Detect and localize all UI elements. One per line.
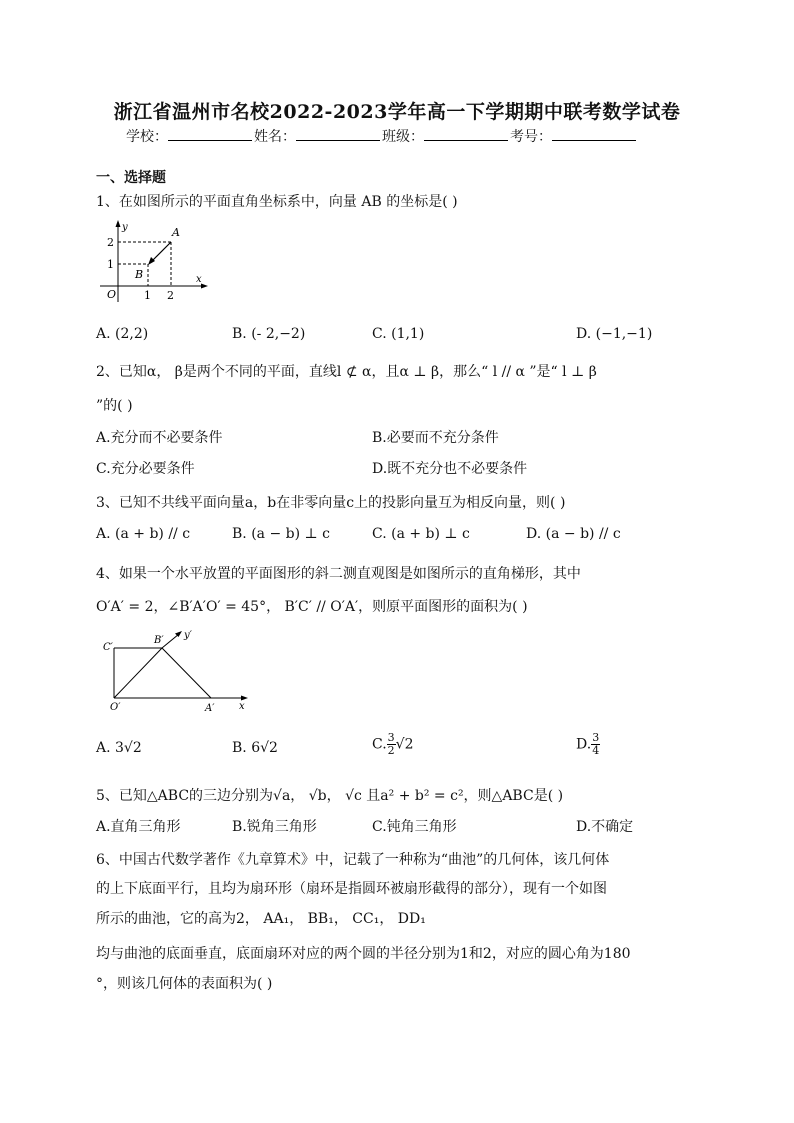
school-label: 学校： xyxy=(126,129,168,145)
question-3-option-c[interactable]: C. (a + b) ⊥ c xyxy=(372,526,470,542)
origin-label: O xyxy=(107,288,117,301)
question-5-text: 5、已知△ABC的三边分别为√a， √b， √c 且a² + b² = c²，则△ABC是( ) xyxy=(96,788,564,804)
question-3-option-a[interactable]: A. (a + b) // c xyxy=(96,526,191,542)
question-5-option-b[interactable]: B.锐角三角形 xyxy=(232,819,317,835)
point-b-label: B xyxy=(135,268,144,281)
question-1-text: 1、在如图所示的平面直角坐标系中，向量 AB 的坐标是( ) xyxy=(96,194,458,210)
student-info-line xyxy=(126,126,638,146)
question-2-option-a[interactable]: A.充分而不必要条件 xyxy=(96,430,223,446)
option-letter: C. xyxy=(372,736,387,753)
question-5-option-c[interactable]: C.钝角三角形 xyxy=(372,819,457,835)
question-2-option-c[interactable]: C.充分必要条件 xyxy=(96,461,195,477)
point-o-label: O′ xyxy=(110,702,121,713)
y-tick-label: 2 xyxy=(107,236,114,249)
question-1-option-d[interactable]: D. (−1,−1) xyxy=(576,326,653,342)
y-axis-label: y′ xyxy=(184,630,192,641)
section-heading: 一、选择题 xyxy=(96,170,166,186)
question-6-text-line-4: 均与曲池的底面垂直，底面扇环对应的两个圆的半径分别为1和2，对应的圆心角为180 xyxy=(96,946,631,962)
question-1-option-b[interactable]: B. (- 2,−2) xyxy=(232,326,306,342)
school-blank[interactable] xyxy=(168,126,252,141)
number-label: 考号： xyxy=(510,129,552,145)
fraction-numerator: 3 xyxy=(387,731,395,744)
question-4-option-a[interactable]: A. 3√2 xyxy=(96,740,142,756)
y-tick-label: 1 xyxy=(107,258,114,271)
question-1-coordinate-figure xyxy=(96,216,211,306)
fraction xyxy=(387,732,396,757)
question-2-option-d[interactable]: D.既不充分也不必要条件 xyxy=(372,461,528,477)
option-tail: √2 xyxy=(395,736,414,753)
fraction-numerator: 3 xyxy=(592,731,600,744)
question-3-option-b[interactable]: B. (a − b) ⊥ c xyxy=(232,526,330,542)
question-5-option-a[interactable]: A.直角三角形 xyxy=(96,819,181,835)
class-blank[interactable] xyxy=(424,126,508,141)
option-letter: D. xyxy=(576,736,592,753)
x-tick-label: 1 xyxy=(144,289,151,302)
question-6-text-line-1: 6、中国古代数学著作《九章算术》中，记载了一种称为“曲池”的几何体，该几何体 xyxy=(96,852,610,868)
x-axis-label: x xyxy=(196,274,202,285)
question-4-text-line-1: 4、如果一个水平放置的平面图形的斜二测直观图是如图所示的直角梯形，其中 xyxy=(96,566,581,582)
question-6-text-line-2: 的上下底面平行，且均为扇环形（扇环是指圆环被扇形截得的部分），现有一个如图 xyxy=(96,881,607,897)
page-title: 浙江省温州市名校2022-2023学年高一下学期期中联考数学试卷 xyxy=(113,101,681,123)
point-a-label: A xyxy=(172,226,180,239)
question-5-option-d[interactable]: D.不确定 xyxy=(576,819,634,835)
question-2-option-b[interactable]: B.必要而不充分条件 xyxy=(372,430,499,446)
fraction-denominator: 2 xyxy=(387,744,395,757)
question-2-text-line-1: 2、已知α， β是两个不同的平面，直线l ⊄ α，且α ⊥ β，那么“ l // α ”是“ l ⊥ β xyxy=(96,364,597,380)
question-6-text-line-3: 所示的曲池，它的高为2， AA₁， BB₁， CC₁， DD₁ xyxy=(96,911,426,927)
question-3-option-d[interactable]: D. (a − b) // c xyxy=(526,526,621,542)
question-1-option-a[interactable]: A. (2,2) xyxy=(96,326,149,342)
number-blank[interactable] xyxy=(552,126,636,141)
question-4-option-d[interactable] xyxy=(576,732,600,757)
name-label: 姓名： xyxy=(254,129,296,145)
x-tick-label: 2 xyxy=(167,289,174,302)
point-a-label: A′ xyxy=(205,703,215,714)
fraction-denominator: 4 xyxy=(592,744,600,757)
fraction xyxy=(591,732,600,757)
question-4-option-c[interactable] xyxy=(372,732,414,757)
point-c-label: C′ xyxy=(103,642,113,653)
question-1-option-c[interactable]: C. (1,1) xyxy=(372,326,425,342)
y-axis-label: y xyxy=(122,222,128,233)
question-6-text-line-5: °，则该几何体的表面积为( ) xyxy=(96,976,273,992)
question-2-text-line-2: ”的( ) xyxy=(96,398,133,414)
question-4-text-line-2: O′A′ = 2，∠B′A′O′ = 45°， B′C′ // O′A′，则原平面图形的面积为( ) xyxy=(96,599,528,615)
question-4-option-b[interactable]: B. 6√2 xyxy=(232,740,278,756)
point-b-label: B′ xyxy=(154,635,164,646)
name-blank[interactable] xyxy=(296,126,380,141)
question-4-trapezoid-figure xyxy=(96,626,256,718)
question-3-text: 3、已知不共线平面向量a，b在非零向量c上的投影向量互为相反向量，则( ) xyxy=(96,495,566,511)
x-axis-label: x xyxy=(239,701,245,712)
class-label: 班级： xyxy=(382,129,424,145)
